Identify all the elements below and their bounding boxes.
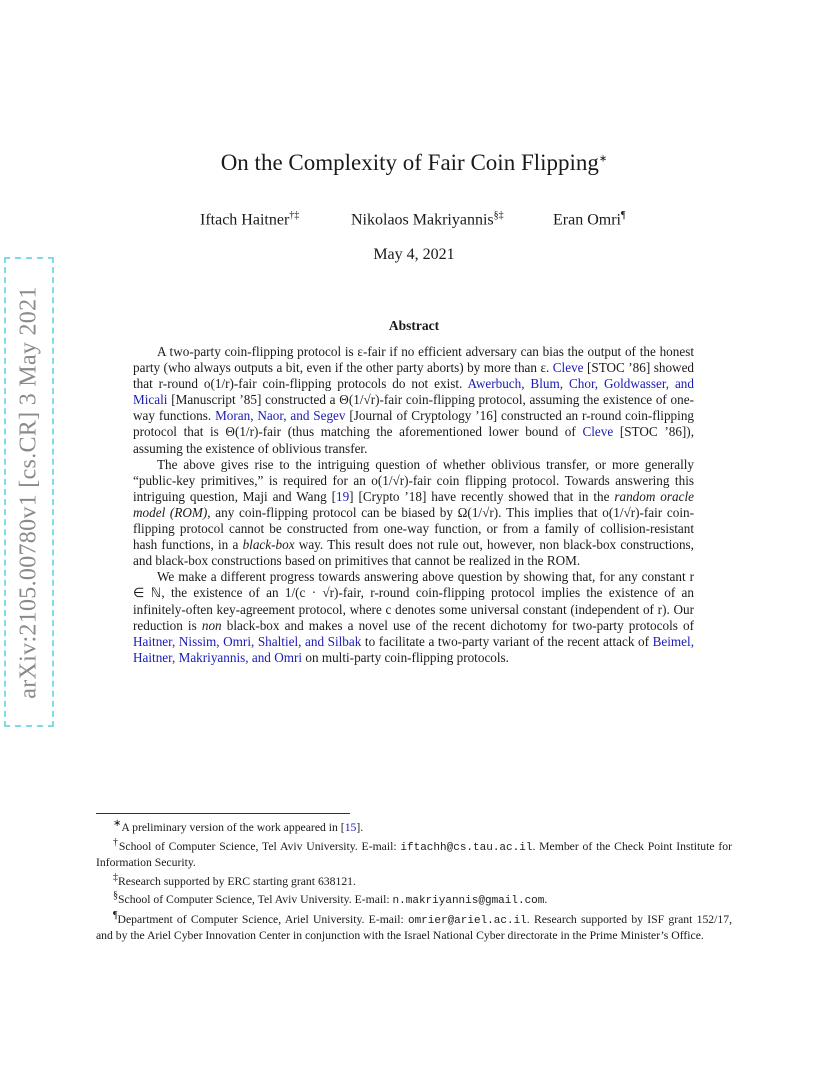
text: . Research supported by ISF grant 152/17, and by the Ariel Cyber Innovation Center in conjunction with the Israel National Cyber directorate in the Prime Minister’s Office. (96, 912, 732, 942)
title-footnote-mark: ∗ (598, 153, 608, 165)
citation-link[interactable]: Beimel, Haitner, Makriyannis, and Omri (133, 633, 694, 665)
footnote-mark: ‡ (113, 871, 118, 883)
text: on multi-party coin-flipping protocols. (302, 649, 509, 665)
footnote-mark: § (113, 890, 118, 902)
citation-link[interactable]: Haitner, Nissim, Omri, Shaltiel, and Silbak (133, 633, 362, 649)
footnote-mark: † (113, 836, 119, 848)
abstract-paragraph-3 (133, 569, 694, 666)
author-marks: §‡ (493, 210, 504, 221)
text: A preliminary version of the work appeared in [ (121, 820, 345, 834)
footnotes (96, 817, 732, 944)
abstract-paragraph-2 (133, 457, 694, 570)
text: Research supported by ERC starting grant 638121. (118, 874, 356, 888)
abstract-heading: Abstract (388, 318, 440, 333)
paper-title (0, 150, 828, 176)
abstract-body (133, 344, 694, 666)
author-marks: †‡ (289, 210, 300, 221)
citation-link[interactable]: Cleve (552, 360, 584, 376)
text: ] [Crypto ’18] have recently showed that in the (349, 488, 615, 504)
author-name: Iftach Haitner (200, 211, 290, 229)
author-name: Nikolaos Makriyannis (351, 211, 494, 229)
emphasis: random oracle model (ROM) (133, 488, 694, 520)
footnote-3 (96, 871, 732, 890)
citation-link[interactable]: Cleve (582, 424, 614, 440)
author-marks: ¶ (620, 210, 626, 221)
footnote-2 (96, 836, 732, 871)
author-2 (351, 210, 504, 229)
author-3 (553, 210, 626, 229)
email-address[interactable]: n.makriyannis@gmail.com (392, 895, 545, 908)
text: The above gives rise to the intriguing question of whether oblivious transfer, or more generally “public-key primitives,” is required for an o(1/√r)-fair coin flipping protocol. Towards answering this intriguing question, Maji and Wang [ (133, 456, 694, 504)
citation-link[interactable]: Moran, Naor, and Segev (215, 408, 346, 424)
arxiv-id-text: arXiv:2105.00780v1 [cs.CR] 3 May 2021 (15, 285, 42, 699)
text: School of Computer Science, Tel Aviv University. E-mail: (118, 893, 393, 907)
reference-link[interactable]: 15 (344, 820, 357, 834)
text: . Member of the Check Point Institute for Information Security. (96, 839, 732, 869)
text: to facilitate a two-party variant of the recent attack of (361, 633, 653, 649)
paper-date: May 4, 2021 (373, 246, 455, 263)
footnote-5 (96, 909, 732, 944)
author-list (0, 210, 828, 234)
footnote-mark: ∗ (113, 818, 122, 829)
footnote-divider (96, 813, 350, 814)
text: , any coin-flipping protocol can be biased by Ω(1/√r). This implies that o(1/√r)-fair coin-flipping protocol cannot be constructed from one-way function, or from a family of collision-resistant hash functions, in a (133, 504, 694, 553)
footnote-4 (96, 889, 732, 909)
emphasis: non (201, 617, 222, 633)
reference-link[interactable]: 19 (335, 488, 350, 504)
text: . (544, 893, 548, 907)
text: way. This result does not rule out, however, non black-box constructions, and black-box constructions based on primitives that cannot be realized in the ROM. (133, 537, 694, 569)
text: Department of Computer Science, Ariel University. E-mail: (117, 912, 408, 926)
email-address[interactable]: iftachh@cs.tau.ac.il (400, 841, 533, 854)
author-1 (200, 210, 299, 229)
title-text: On the Complexity of Fair Coin Flipping (220, 150, 599, 175)
footnote-mark: ¶ (113, 910, 118, 922)
text: [Manuscript ’85] constructed a Θ(1/√r)-fair coin-flipping protocol, assuming the existence of one-way functions. (133, 392, 694, 424)
email-address[interactable]: omrier@ariel.ac.il (407, 914, 527, 927)
author-name: Eran Omri (553, 211, 621, 229)
abstract-paragraph-1 (133, 344, 694, 457)
citation-link[interactable]: Awerbuch, Blum, Chor, Goldwasser, and Micali (133, 376, 694, 408)
text: A two-party coin-flipping protocol is ε-fair if no efficient adversary can bias the output of the honest party (who always outputs a bit, even if the other party aborts) by more than ε. (133, 344, 694, 376)
text: black-box and makes a novel use of the recent dichotomy for two-party protocols of (221, 617, 694, 633)
footnote-1 (96, 817, 732, 836)
text: [STOC ’86]), assuming the existence of oblivious transfer. (133, 424, 694, 456)
emphasis: black-box (242, 537, 295, 553)
text: School of Computer Science, Tel Aviv University. E-mail: (118, 839, 401, 853)
text: [STOC ’86] showed that r-round o(1/r)-fair coin-flipping protocols do not exist. (133, 360, 695, 392)
text: [Journal of Cryptology ’16] constructed an r-round coin-flipping protocol that is Θ(1/r)-fair (thus matching the aforementioned lower bound of (133, 408, 695, 440)
text: We make a different progress towards answering above question by showing that, for any constant r ∈ ℕ, the existence of an 1/(c · √r)-fair, r-round coin-flipping protocol implies the existence of an infinitely-often key-agreement protocol, where c denotes some universal constant (independent of r). Our reduction is (133, 569, 694, 633)
text: ]. (356, 820, 364, 834)
